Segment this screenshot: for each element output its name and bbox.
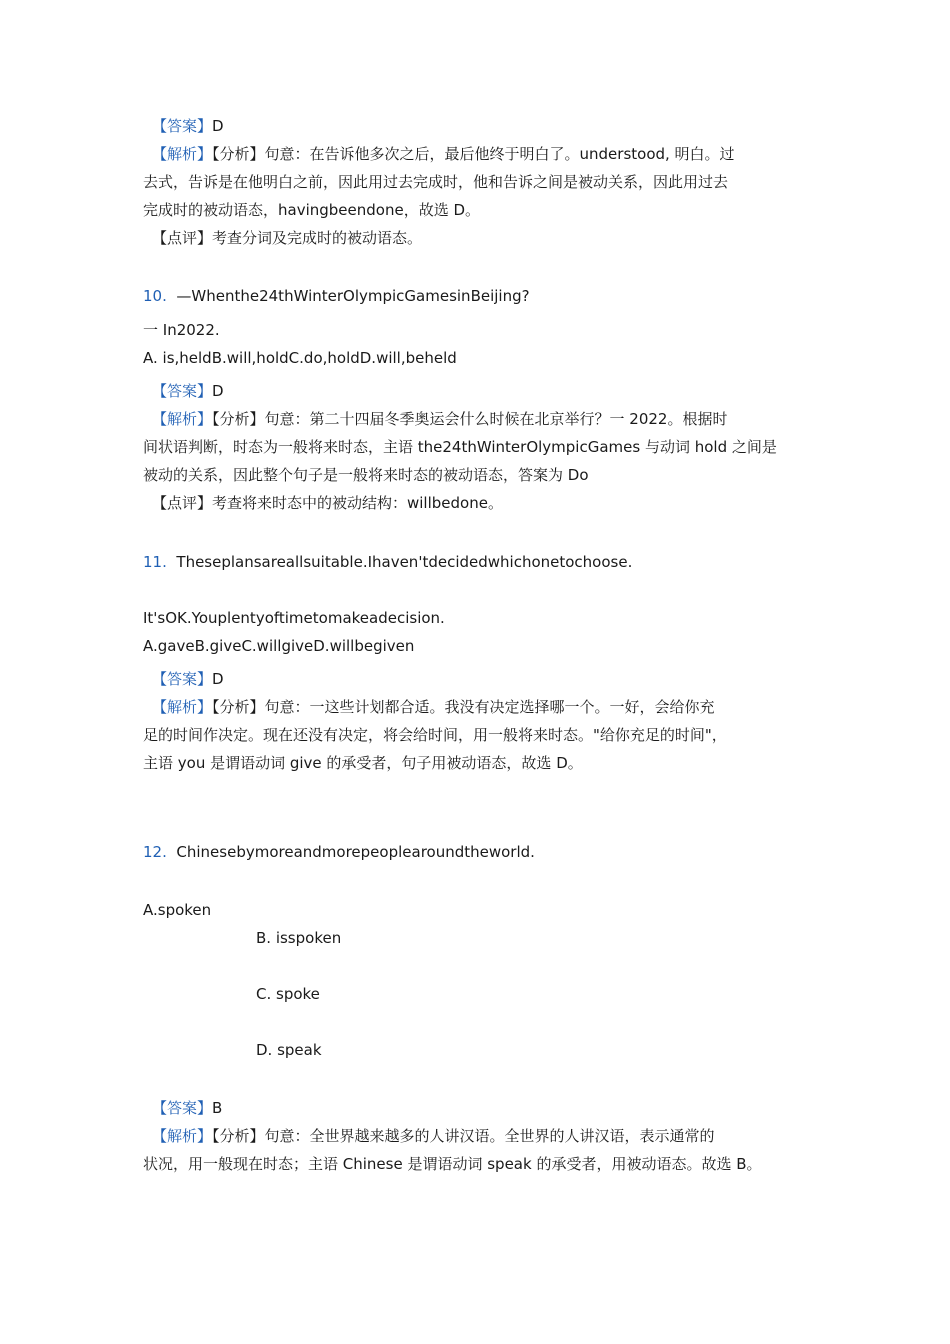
question-text: Theseplansareallsuitable.Ihaven'tdecidedwhichonetochoose. bbox=[176, 553, 633, 571]
q12-question-line bbox=[143, 842, 535, 862]
q9-analysis-line-1 bbox=[152, 144, 735, 164]
q9-analysis-line-3: 完成时的被动语态，havingbeendone，故选 D。 bbox=[143, 201, 481, 219]
q10-analysis-line-2: 间状语判断，时态为一般将来时态，主语 the24thWinterOlympicGames 与动词 hold 之间是 bbox=[143, 438, 777, 456]
q11-answer-line bbox=[152, 669, 224, 689]
answer-value: D bbox=[212, 670, 224, 688]
answer-tag: 【答案】 bbox=[152, 1099, 213, 1117]
answer-value: D bbox=[212, 382, 224, 400]
answer-tag: 【答案】 bbox=[152, 670, 213, 688]
analysis-text: 【分析】句意：一这些计划都合适。我没有决定选择哪一个。一好，会给你充 bbox=[212, 698, 715, 716]
answer-value: B bbox=[212, 1099, 223, 1117]
analysis-text: 【分析】句意：在告诉他多次之后，最后他终于明白了。understood, 明白。过 bbox=[212, 145, 735, 163]
answer-tag: 【答案】 bbox=[152, 382, 213, 400]
q12-option-a: A.spoken bbox=[143, 901, 212, 919]
answer-value: D bbox=[212, 117, 224, 135]
analysis-tag: 【解析】 bbox=[152, 698, 213, 716]
q12-answer-line bbox=[152, 1098, 222, 1118]
q11-options: A.gaveB.giveC.willgiveD.willbegiven bbox=[143, 637, 415, 655]
q11-question-line bbox=[143, 552, 632, 572]
q10-options: A. is,heldB.will,holdC.do,holdD.will,beheld bbox=[143, 349, 457, 367]
q10-analysis-line-1 bbox=[152, 409, 727, 429]
q12-option-c: C. spoke bbox=[256, 985, 320, 1003]
q12-analysis-line-2: 状况，用一般现在时态；主语 Chinese 是谓语动词 speak 的承受者，用被动语态。故选 B。 bbox=[143, 1155, 762, 1173]
question-number: 10. bbox=[143, 287, 167, 305]
analysis-text: 【分析】句意：第二十四届冬季奥运会什么时候在北京举行？一 2022。根据时 bbox=[212, 410, 728, 428]
q10-answer-line bbox=[152, 381, 224, 401]
q9-analysis-line-2: 去式，告诉是在他明白之前，因此用过去完成时，他和告诉之间是被动关系，因此用过去 bbox=[143, 173, 729, 191]
answer-tag: 【答案】 bbox=[152, 117, 213, 135]
analysis-tag: 【解析】 bbox=[152, 1127, 213, 1145]
q11-analysis-line-2: 足的时间作决定。现在还没有决定，将会给时间，用一般将来时态。"给你充足的时间"， bbox=[143, 726, 727, 744]
q12-option-d: D. speak bbox=[256, 1041, 322, 1059]
q9-answer-line bbox=[152, 116, 224, 136]
q12-analysis-line-1 bbox=[152, 1126, 715, 1146]
question-text: Chinesebymoreandmorepeoplearoundtheworld. bbox=[176, 843, 535, 861]
q11-analysis-line-1 bbox=[152, 697, 715, 717]
q10-reply: 一 In2022. bbox=[143, 321, 220, 339]
q10-question-line bbox=[143, 286, 530, 306]
q10-comment: 【点评】考查将来时态中的被动结构：willbedone。 bbox=[152, 494, 503, 512]
analysis-tag: 【解析】 bbox=[152, 410, 213, 428]
question-text: —Whenthe24thWinterOlympicGamesinBeijing? bbox=[176, 287, 530, 305]
q10-analysis-line-3: 被动的关系，因此整个句子是一般将来时态的被动语态，答案为 Do bbox=[143, 466, 589, 484]
analysis-text: 【分析】句意：全世界越来越多的人讲汉语。全世界的人讲汉语，表示通常的 bbox=[212, 1127, 715, 1145]
q12-option-b: B. isspoken bbox=[256, 929, 342, 947]
analysis-tag: 【解析】 bbox=[152, 145, 213, 163]
q11-analysis-line-3: 主语 you 是谓语动词 give 的承受者，句子用被动语态，故选 D。 bbox=[143, 754, 583, 772]
q9-comment: 【点评】考查分词及完成时的被动语态。 bbox=[152, 229, 423, 247]
q11-reply: It'sOK.Youplentyoftimetomakeadecision. bbox=[143, 609, 445, 627]
question-number: 11. bbox=[143, 553, 167, 571]
question-number: 12. bbox=[143, 843, 167, 861]
